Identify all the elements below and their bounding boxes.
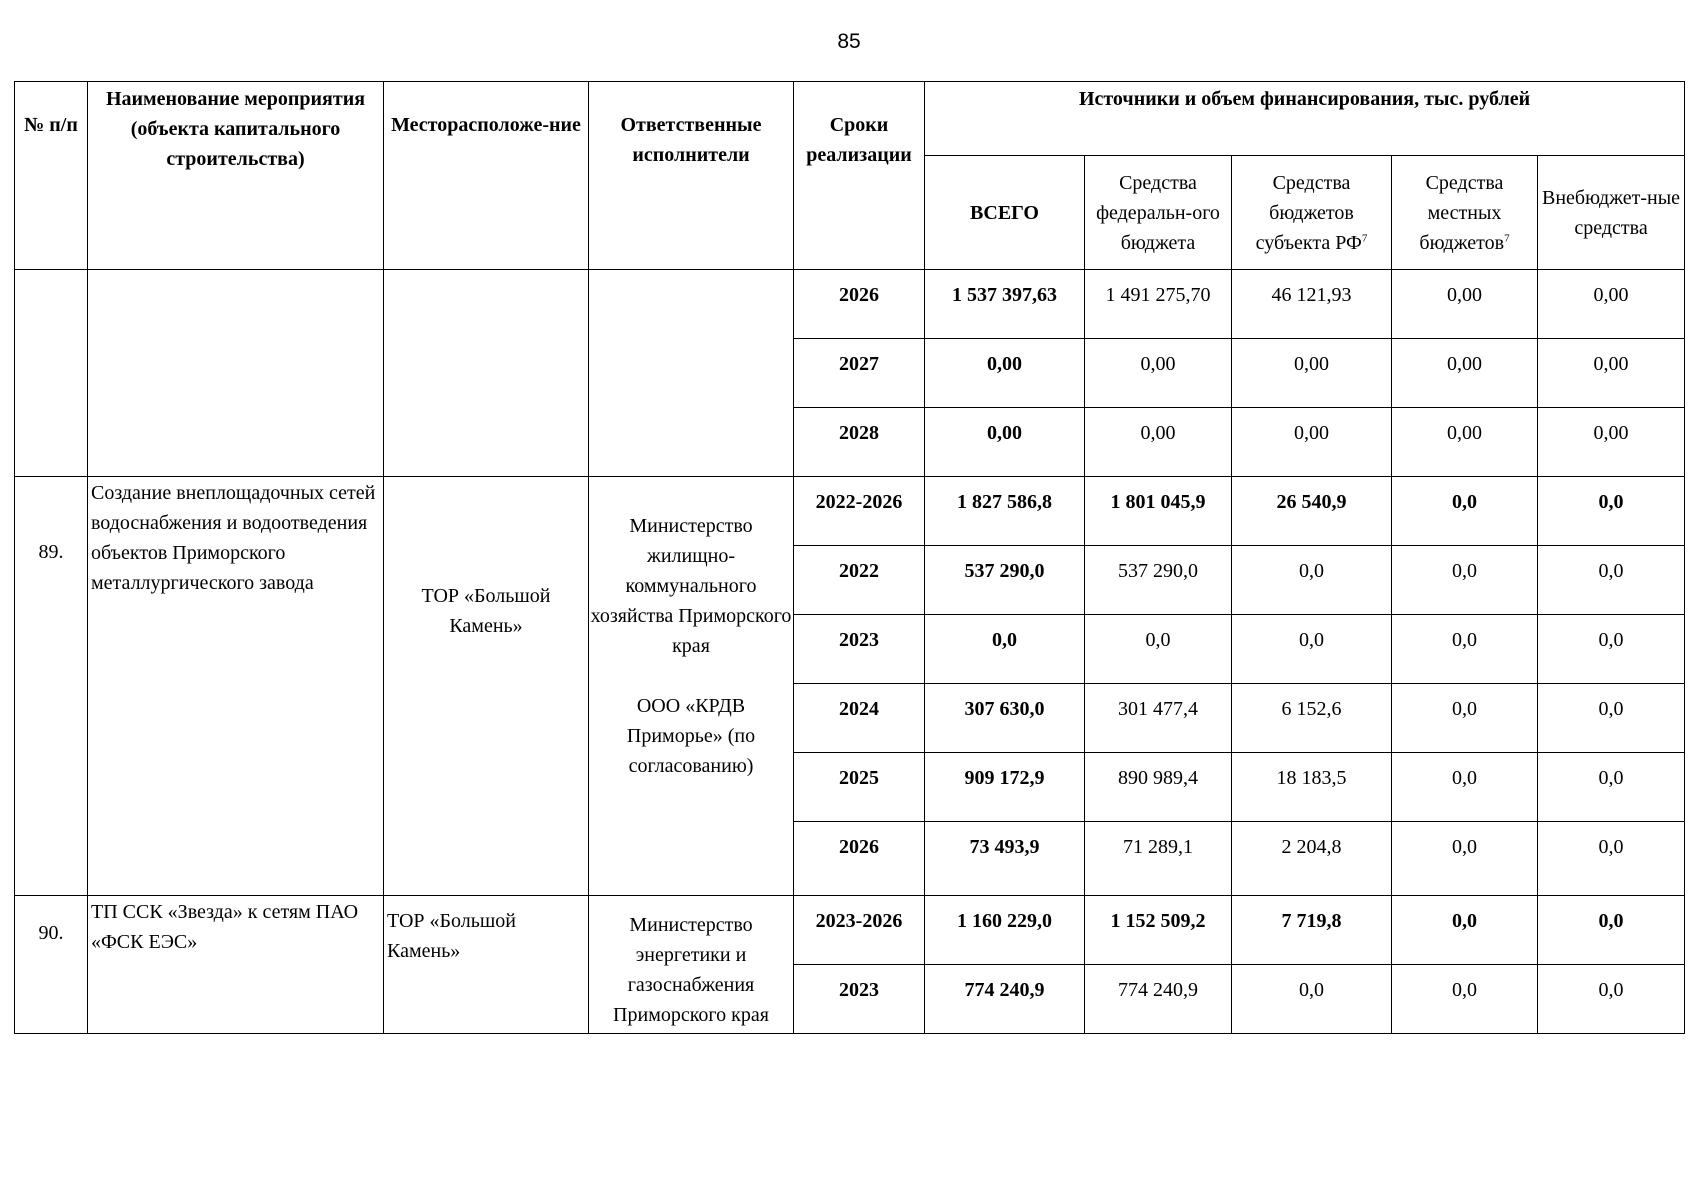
cell-federal: 1 491 275,70 [1085,270,1232,339]
responsible-ministry: Министерство жилищно-коммунального хозяйства Приморского края [590,515,792,657]
cell-year: 2022-2026 [794,477,925,546]
cell-local: 0,0 [1392,822,1538,896]
cell-regional: 7 719,8 [1232,896,1392,965]
cell-local: 0,0 [1392,684,1538,753]
cell-regional: 46 121,93 [1232,270,1392,339]
item-name: Создание внеплощадочных сетей водоснабжения и водоотведения объектов Приморского металлургического завода [88,477,384,896]
cell-year: 2028 [794,408,925,477]
cell-extra: 0,0 [1538,615,1685,684]
cell-local: 0,00 [1392,339,1538,408]
item-location: ТОР «Большой Камень» [384,477,589,896]
item-number: 89. [15,477,88,896]
header-federal: Средства федеральн-ого бюджета [1085,156,1232,270]
cell-total: 909 172,9 [925,753,1085,822]
responsible-spacer [589,661,793,691]
header-regional-footnote: 7 [1361,231,1368,244]
cell-local: 0,0 [1392,896,1538,965]
cell-regional: 2 204,8 [1232,822,1392,896]
table-row [15,477,1685,546]
item-location: ТОР «Большой Камень» [384,896,589,1034]
header-period: Сроки реализации [794,82,925,270]
cell-year: 2022 [794,546,925,615]
cell-total: 774 240,9 [925,965,1085,1034]
cell-year: 2023 [794,615,925,684]
cell-regional: 6 152,6 [1232,684,1392,753]
header-total: ВСЕГО [925,156,1085,270]
cell-year: 2024 [794,684,925,753]
program-table [14,81,1685,1034]
continued-name-cell [88,270,384,477]
cell-local: 0,0 [1392,753,1538,822]
cell-extra: 0,0 [1538,896,1685,965]
cell-federal: 1 801 045,9 [1085,477,1232,546]
cell-year: 2026 [794,822,925,896]
cell-extra: 0,00 [1538,408,1685,477]
cell-total: 537 290,0 [925,546,1085,615]
item-responsible: Министерство энергетики и газоснабжения Приморского края [589,896,794,1034]
cell-year: 2023-2026 [794,896,925,965]
cell-total: 307 630,0 [925,684,1085,753]
header-local-footnote: 7 [1504,231,1510,244]
cell-extra: 0,0 [1538,753,1685,822]
header-num: № п/п [15,82,88,270]
cell-total: 73 493,9 [925,822,1085,896]
cell-year: 2026 [794,270,925,339]
cell-federal: 890 989,4 [1085,753,1232,822]
cell-federal: 537 290,0 [1085,546,1232,615]
cell-local: 0,0 [1392,615,1538,684]
cell-extra: 0,0 [1538,684,1685,753]
cell-total: 0,00 [925,339,1085,408]
item-responsible [589,477,794,896]
cell-total: 0,00 [925,408,1085,477]
responsible-company: ООО «КРДВ Приморье» (по согласованию) [626,695,756,777]
table-header [15,82,1685,270]
cell-regional: 0,0 [1232,615,1392,684]
cell-regional: 0,00 [1232,408,1392,477]
cell-federal: 774 240,9 [1085,965,1232,1034]
header-funding-group: Источники и объем финансирования, тыс. рублей [925,82,1685,156]
cell-local: 0,0 [1392,477,1538,546]
cell-federal: 0,00 [1085,339,1232,408]
continued-location-cell [384,270,589,477]
cell-regional: 26 540,9 [1232,477,1392,546]
cell-year: 2023 [794,965,925,1034]
page-number: 85 [837,30,861,53]
cell-year: 2025 [794,753,925,822]
cell-regional: 18 183,5 [1232,753,1392,822]
cell-federal: 0,00 [1085,408,1232,477]
cell-extra: 0,0 [1538,546,1685,615]
cell-regional: 0,0 [1232,965,1392,1034]
cell-extra: 0,00 [1538,270,1685,339]
item-name: ТП ССК «Звезда» к сетям ПАО «ФСК ЕЭС» [88,896,384,1034]
header-location: Месторасположе-ние [384,82,589,270]
cell-local: 0,0 [1392,546,1538,615]
cell-total: 1 537 397,63 [925,270,1085,339]
cell-extra: 0,0 [1538,965,1685,1034]
continued-responsible-cell [589,270,794,477]
cell-federal: 301 477,4 [1085,684,1232,753]
header-regional-label: Средства бюджетов субъекта РФ [1255,171,1362,254]
item-number: 90. [15,896,88,1034]
cell-total: 1 827 586,8 [925,477,1085,546]
header-name: Наименование мероприятия (объекта капитального строительства) [88,82,384,270]
cell-federal: 1 152 509,2 [1085,896,1232,965]
cell-extra: 0,00 [1538,339,1685,408]
cell-extra: 0,0 [1538,822,1685,896]
header-extrabudget: Внебюджет-ные средства [1538,156,1685,270]
cell-year: 2027 [794,339,925,408]
table-body [15,270,1685,1034]
continued-num-cell [15,270,88,477]
cell-total: 0,0 [925,615,1085,684]
header-responsible: Ответственные исполнители [589,82,794,270]
cell-federal: 71 289,1 [1085,822,1232,896]
header-regional [1232,156,1392,270]
cell-local: 0,0 [1392,965,1538,1034]
cell-total: 1 160 229,0 [925,896,1085,965]
table-row [15,896,1685,965]
cell-regional: 0,00 [1232,339,1392,408]
cell-local: 0,00 [1392,408,1538,477]
header-local-label: Средства местных бюджетов [1419,171,1505,254]
header-local [1392,156,1538,270]
cell-local: 0,00 [1392,270,1538,339]
cell-extra: 0,0 [1538,477,1685,546]
table-row [15,270,1685,339]
cell-regional: 0,0 [1232,546,1392,615]
cell-federal: 0,0 [1085,615,1232,684]
